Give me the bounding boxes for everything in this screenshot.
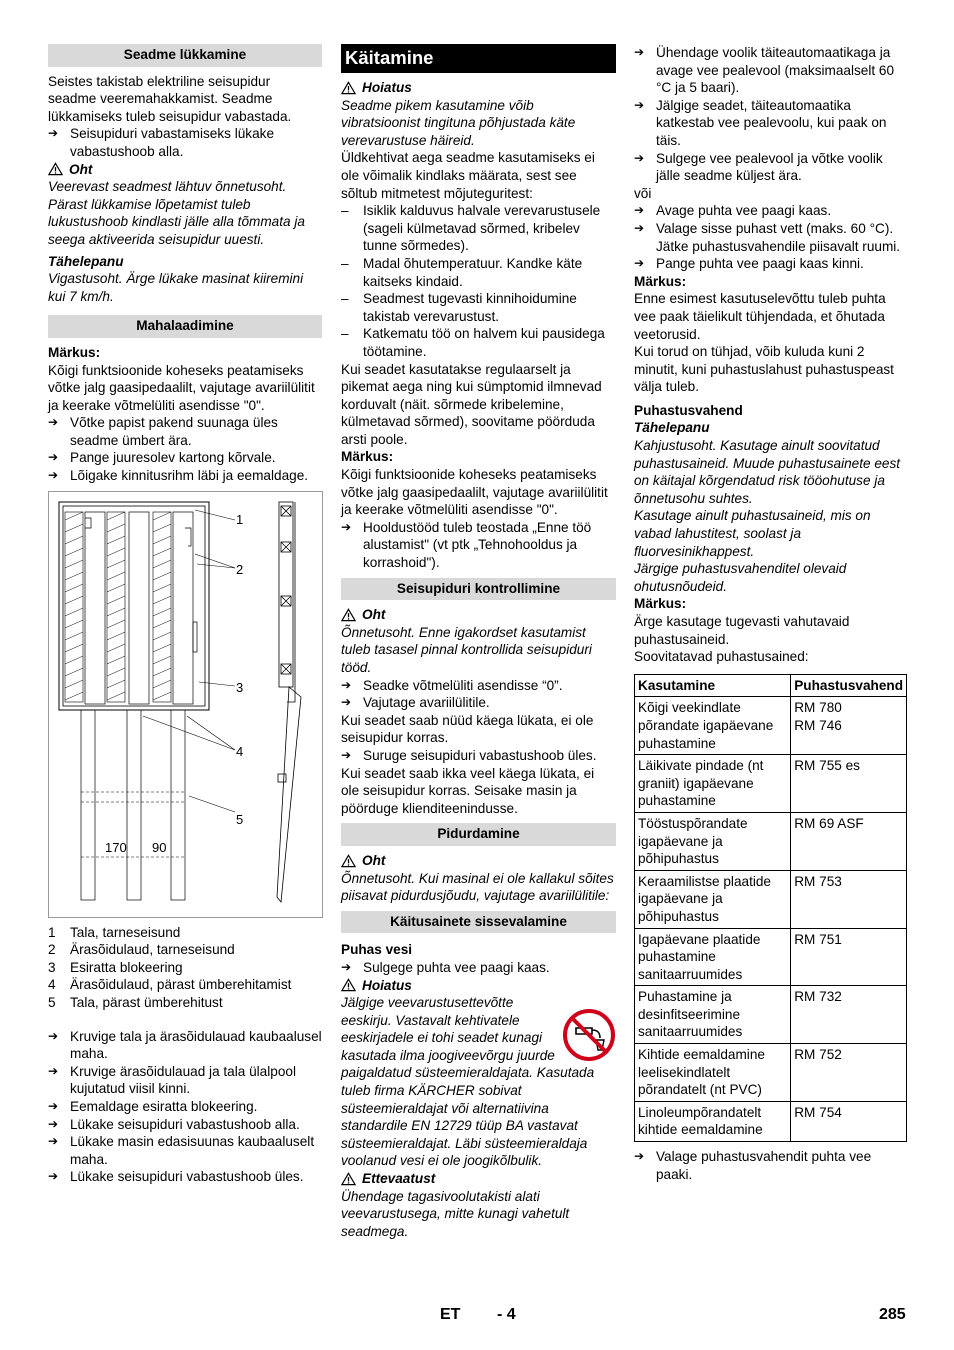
paragraph: Kui seadet saab nüüd käega lükata, ei ole seisupidur korras.: [341, 712, 594, 746]
legend-item: 4 Ärasõidulaud, pärast ümberehitamist: [48, 977, 292, 993]
section-heading-braking: Pidurdamine: [341, 823, 616, 846]
instruction-step: ➔ Valage puhastusvahendit puhta vee paaki.: [634, 1148, 907, 1183]
table-cell: Puhastamine ja desinfitseerimine sanitaarruumides: [635, 986, 791, 1044]
table-cell: Läikivate pindade (nt graniit) igapäevane puhastamine: [635, 755, 791, 813]
warning-triangle-icon: [48, 162, 63, 176]
column-right: [634, 44, 907, 1183]
pallet-ramp-drawing: [49, 492, 322, 917]
table-row: [635, 986, 907, 1044]
section-heading-unload: Mahalaadimine: [48, 315, 322, 338]
danger-text: Õnnetusoht. Enne igakordset kasutamist tuleb tasasel pinnal kontrollida seisupiduri tööd.: [341, 624, 592, 675]
caution-text: Kahjustusoht. Kasutage ainult soovitatud puhastusaineid. Muude puhastusainete eest on käitajal kõrgendatud risk tööohutuse ja õnnetusohu suhtes.: [634, 438, 901, 506]
unloading-diagram: [48, 491, 323, 918]
caution-text: Järgige puhastusvahenditel olevaid ohutusnõudeid.: [634, 561, 847, 594]
paragraph: Seistes takistab elektriline seisupidur seadme veeremahakkamist. Seadme lükkamiseks tuleb seisupidur vabastada.: [48, 73, 292, 124]
dimension-90: 90: [152, 839, 167, 855]
table-row: [635, 870, 907, 928]
instruction-step: ➔ Suruge seisupiduri vabastushoob üles.: [341, 747, 616, 765]
caution-heading: Ettevaatust: [341, 1170, 616, 1188]
legend-item: 1 Tala, tarneseisund: [48, 924, 181, 940]
alternative-label: või: [634, 185, 652, 201]
instruction-step: ➔ Seadke võtmelüliti asendisse “0”.: [341, 677, 616, 695]
caution-heading: Tähelepanu: [48, 253, 124, 269]
warning-triangle-icon: [341, 978, 356, 992]
subheading-detergent: Puhastusvahend: [634, 402, 743, 418]
instruction-step: ➔ Sulgege puhta vee paagi kaas.: [341, 959, 616, 977]
table-cell: RM 754: [791, 1101, 907, 1141]
warning-block: [341, 994, 616, 1170]
legend-item: 3 Esiratta blokeering: [48, 959, 183, 975]
instruction-step: ➔ Vajutage avariilülitile.: [341, 694, 616, 712]
no-drinking-water-icon: [562, 1008, 616, 1062]
instruction-step: ➔ Valage sisse puhast vett (maks. 60 °C). Jätke puhastusvahendile piisavalt ruumi.: [634, 220, 907, 255]
instruction-step: ➔ Lükake seisupiduri vabastushoob alla.: [48, 1116, 322, 1134]
legend-item: 2 Ärasõidulaud, tarneseisund: [48, 942, 235, 958]
list-item: – Katkematu töö on halvem kui pausidega töötamine.: [341, 325, 616, 360]
instruction-step: ➔ Kruvige tala ja ärasõidulauad kaubaalusel maha.: [48, 1028, 322, 1063]
warning-text: Seadme pikem kasutamine võib vibratsioonist tingituna põhjustada käte verevarustuse häireid.: [341, 97, 576, 148]
table-row: [635, 697, 907, 755]
table-header-cell: Kasutamine: [635, 674, 791, 697]
callout-1: 1: [236, 511, 244, 527]
section-heading-push: Seadme lükkamine: [48, 44, 322, 67]
paragraph: Soovitatavad puhastusained:: [634, 649, 809, 665]
table-row: [635, 928, 907, 986]
instruction-step: ➔ Sulgege vee pealevool ja võtke voolik jälle seadme küljest ära.: [634, 150, 907, 185]
note-text: Kui torud on tühjad, võib kuluda kuni 2 minutit, kuni puhastuslahust puhastuspeast välja tuleb.: [634, 344, 894, 395]
table-cell: RM 755 es: [791, 755, 907, 813]
warning-heading: Hoiatus: [341, 977, 616, 995]
warning-triangle-icon: [341, 81, 356, 95]
instruction-step: ➔ Pange juuresolev kartong kõrvale.: [48, 449, 322, 467]
table-cell: Keraamilistse plaatide igapäevane ja põhipuhastus: [635, 870, 791, 928]
list-item: – Isiklik kalduvus halvale verevarustusele (sageli külmetavad sõrmed, kribelev tunne sõrmedes).: [341, 202, 616, 255]
chapter-heading: Käitamine: [341, 44, 616, 73]
instruction-step: ➔ Ühendage voolik täiteautomaatikaga ja avage vee pealevool (maksimaalselt 60 °C ja 5 baari).: [634, 44, 907, 97]
column-middle: [341, 44, 616, 1240]
danger-text: Õnnetusoht. Kui masinal ei ole kallakul sõites piisavat pidurdusjõudu, vajutage avariilülitile:: [341, 870, 614, 904]
page-number: 285: [879, 1306, 906, 1323]
danger-heading: Oht: [341, 606, 616, 624]
table-header-row: [635, 674, 907, 697]
warning-heading: Hoiatus: [341, 79, 616, 97]
table-cell: Kõigi veekindlate põrandate igapäevane puhastamine: [635, 697, 791, 755]
instruction-step: ➔ Pange puhta vee paagi kaas kinni.: [634, 255, 907, 273]
table-row: [635, 812, 907, 870]
note-text: Kõigi funktsioonide koheseks peatamiseks võtke jalg gaasipedaalilt, vajutage avariilülitit ja keerake võtmelüliti asendisse "0".: [48, 362, 315, 413]
note-text: Enne esimest kasutuselevõttu tuleb puhta vee paak täielikult tühjendada, et õhutada veetorusid.: [634, 291, 886, 342]
table-row: [635, 1044, 907, 1102]
instruction-step: ➔ Eemaldage esiratta blokeering.: [48, 1098, 322, 1116]
list-item: – Madal õhutemperatuur. Kandke käte kaitseks kindaid.: [341, 255, 616, 290]
instruction-step: ➔ Lükake masin edasisuunas kaubaaluselt maha.: [48, 1133, 322, 1168]
column-left: [48, 44, 322, 1186]
local-page-number: - 4: [497, 1306, 516, 1323]
detergent-table: [634, 674, 907, 1142]
legend-item: 5 Tala, pärast ümberehitust: [48, 995, 223, 1011]
table-cell: Igapäevane plaatide puhastamine sanitaarruumides: [635, 928, 791, 986]
instruction-step: ➔ Avage puhta vee paagi kaas.: [634, 202, 907, 220]
note-heading: Märkus:: [48, 344, 101, 360]
note-heading: Märkus:: [341, 449, 394, 465]
instruction-step: ➔ Jälgige seadet, täiteautomaatika katkestab vee pealevoolu, kui paak on täis.: [634, 97, 907, 150]
caution-text: Kasutage ainult puhastusaineid, mis on vabad lahustitest, soolast ja fluorvesinikhappest.: [634, 508, 871, 559]
instruction-step: ➔ Kruvige ärasõidulauad ja tala ülalpool kujutatud viisil kinni.: [48, 1063, 322, 1098]
instruction-step: ➔ Lükake seisupiduri vabastushoob üles.: [48, 1168, 322, 1186]
callout-4: 4: [236, 743, 244, 759]
instruction-step: ➔ Hooldustööd tuleb teostada „Enne töö alustamist" (vt ptk „Tehnohooldus ja korrashoid").: [341, 519, 616, 572]
callout-3: 3: [236, 679, 244, 695]
section-heading-brake-check: Seisupiduri kontrollimine: [341, 578, 616, 601]
table-cell: Linoleumpõrandatelt kihtide eemaldamine: [635, 1101, 791, 1141]
paragraph: Kui seadet saab ikka veel käega lükata, ei ole seisupidur korras. Seisake masin ja pöörduge klienditeenindusse.: [341, 765, 595, 816]
table-cell: RM 780 RM 746: [791, 697, 907, 755]
danger-heading: Oht: [341, 852, 616, 870]
list-item: – Seadmest tugevasti kinnihoidumine takistab verevarustust.: [341, 290, 616, 325]
caution-heading: Tähelepanu: [634, 420, 710, 436]
instruction-step: ➔ Võtke papist pakend suunaga üles seadme ümbert ära.: [48, 414, 322, 449]
warning-triangle-icon: [341, 854, 356, 868]
note-text: Ärge kasutage tugevasti vahutavaid puhastusaineid.: [634, 614, 850, 647]
table-row: [635, 1101, 907, 1141]
subheading-clean-water: Puhas vesi: [341, 942, 413, 958]
instruction-step: ➔ Lõigake kinnitusrihm läbi ja eemaldage.: [48, 467, 322, 485]
warning-triangle-icon: [341, 608, 356, 622]
language-code: ET: [440, 1306, 461, 1323]
table-cell: Kihtide eemaldamine leelisekindlatelt põrandatelt (nt PVC): [635, 1044, 791, 1102]
table-cell: RM 751: [791, 928, 907, 986]
warning-text: Jälgige veevarustusettevõtte eeskirju. Vastavalt kehtivatele eeskirjadele ei tohi seadet kunagi kasutada ilma joogiveevõrgu juurde paigaldatud süsteemieraldajata. Kasutada tuleb firma KÄRCHER sobivat süsteemieraldajat või alternatiivina standardile EN 12729 tüüp BA vastavat süsteemieraldajat. Läbi süsteemieraldaja voolanud vesi ei ole joogikõlbulik.: [341, 995, 595, 1169]
warning-triangle-icon: [341, 1172, 356, 1186]
callout-5: 5: [236, 811, 244, 827]
instruction-step: ➔ Seisupiduri vabastamiseks lükake vabastushoob alla.: [48, 125, 322, 160]
figure-legend: [48, 924, 322, 1012]
caution-text: Vigastusoht. Ärge lükake masinat kiiremini kui 7 km/h.: [48, 271, 304, 304]
note-heading: Märkus:: [634, 596, 687, 612]
dimension-170: 170: [105, 839, 127, 855]
table-cell: RM 732: [791, 986, 907, 1044]
callout-2: 2: [236, 561, 244, 577]
note-text: Kõigi funktsioonide koheseks peatamiseks võtke jalg gaasipedaalilt, vajutage avariilülitit ja keerake võtmelüliti asendisse "0".: [341, 467, 608, 518]
table-cell: RM 752: [791, 1044, 907, 1102]
danger-text: Veerevast seadmest lähtuv õnnetusoht. Pärast lükkamise lõpetamist tuleb lukustushoob kindlasti jälle alla tõmmata ja seega aktiveerida seisupidur uuesti.: [48, 179, 305, 247]
caution-text: Ühendage tagasivoolutakisti alati veevarustusega, mitte kunagi vahetult seadmega.: [341, 1188, 570, 1239]
section-heading-fill: Käitusainete sissevalamine: [341, 911, 616, 934]
table-cell: RM 753: [791, 870, 907, 928]
paragraph: Kui seadet kasutatakse regulaarselt ja pikemat aega ning kui sümptomid ilmnevad korduvalt (näit. sõrmede kribelemine, külmetavad sõrmed), soovitame pöörduda arsti poole.: [341, 361, 602, 447]
table-header-cell: Puhastusvahend: [791, 674, 907, 697]
danger-heading: Oht: [48, 161, 322, 179]
table-row: [635, 755, 907, 813]
note-heading: Märkus:: [634, 273, 687, 289]
table-cell: Tööstuspõrandate igapäevane ja põhipuhastus: [635, 812, 791, 870]
table-cell: RM 69 ASF: [791, 812, 907, 870]
paragraph: Üldkehtivat aega seadme kasutamiseks ei ole võimalik kindlaks määrata, sest see sõltub mitmetest mõjuteguritest:: [341, 150, 595, 201]
